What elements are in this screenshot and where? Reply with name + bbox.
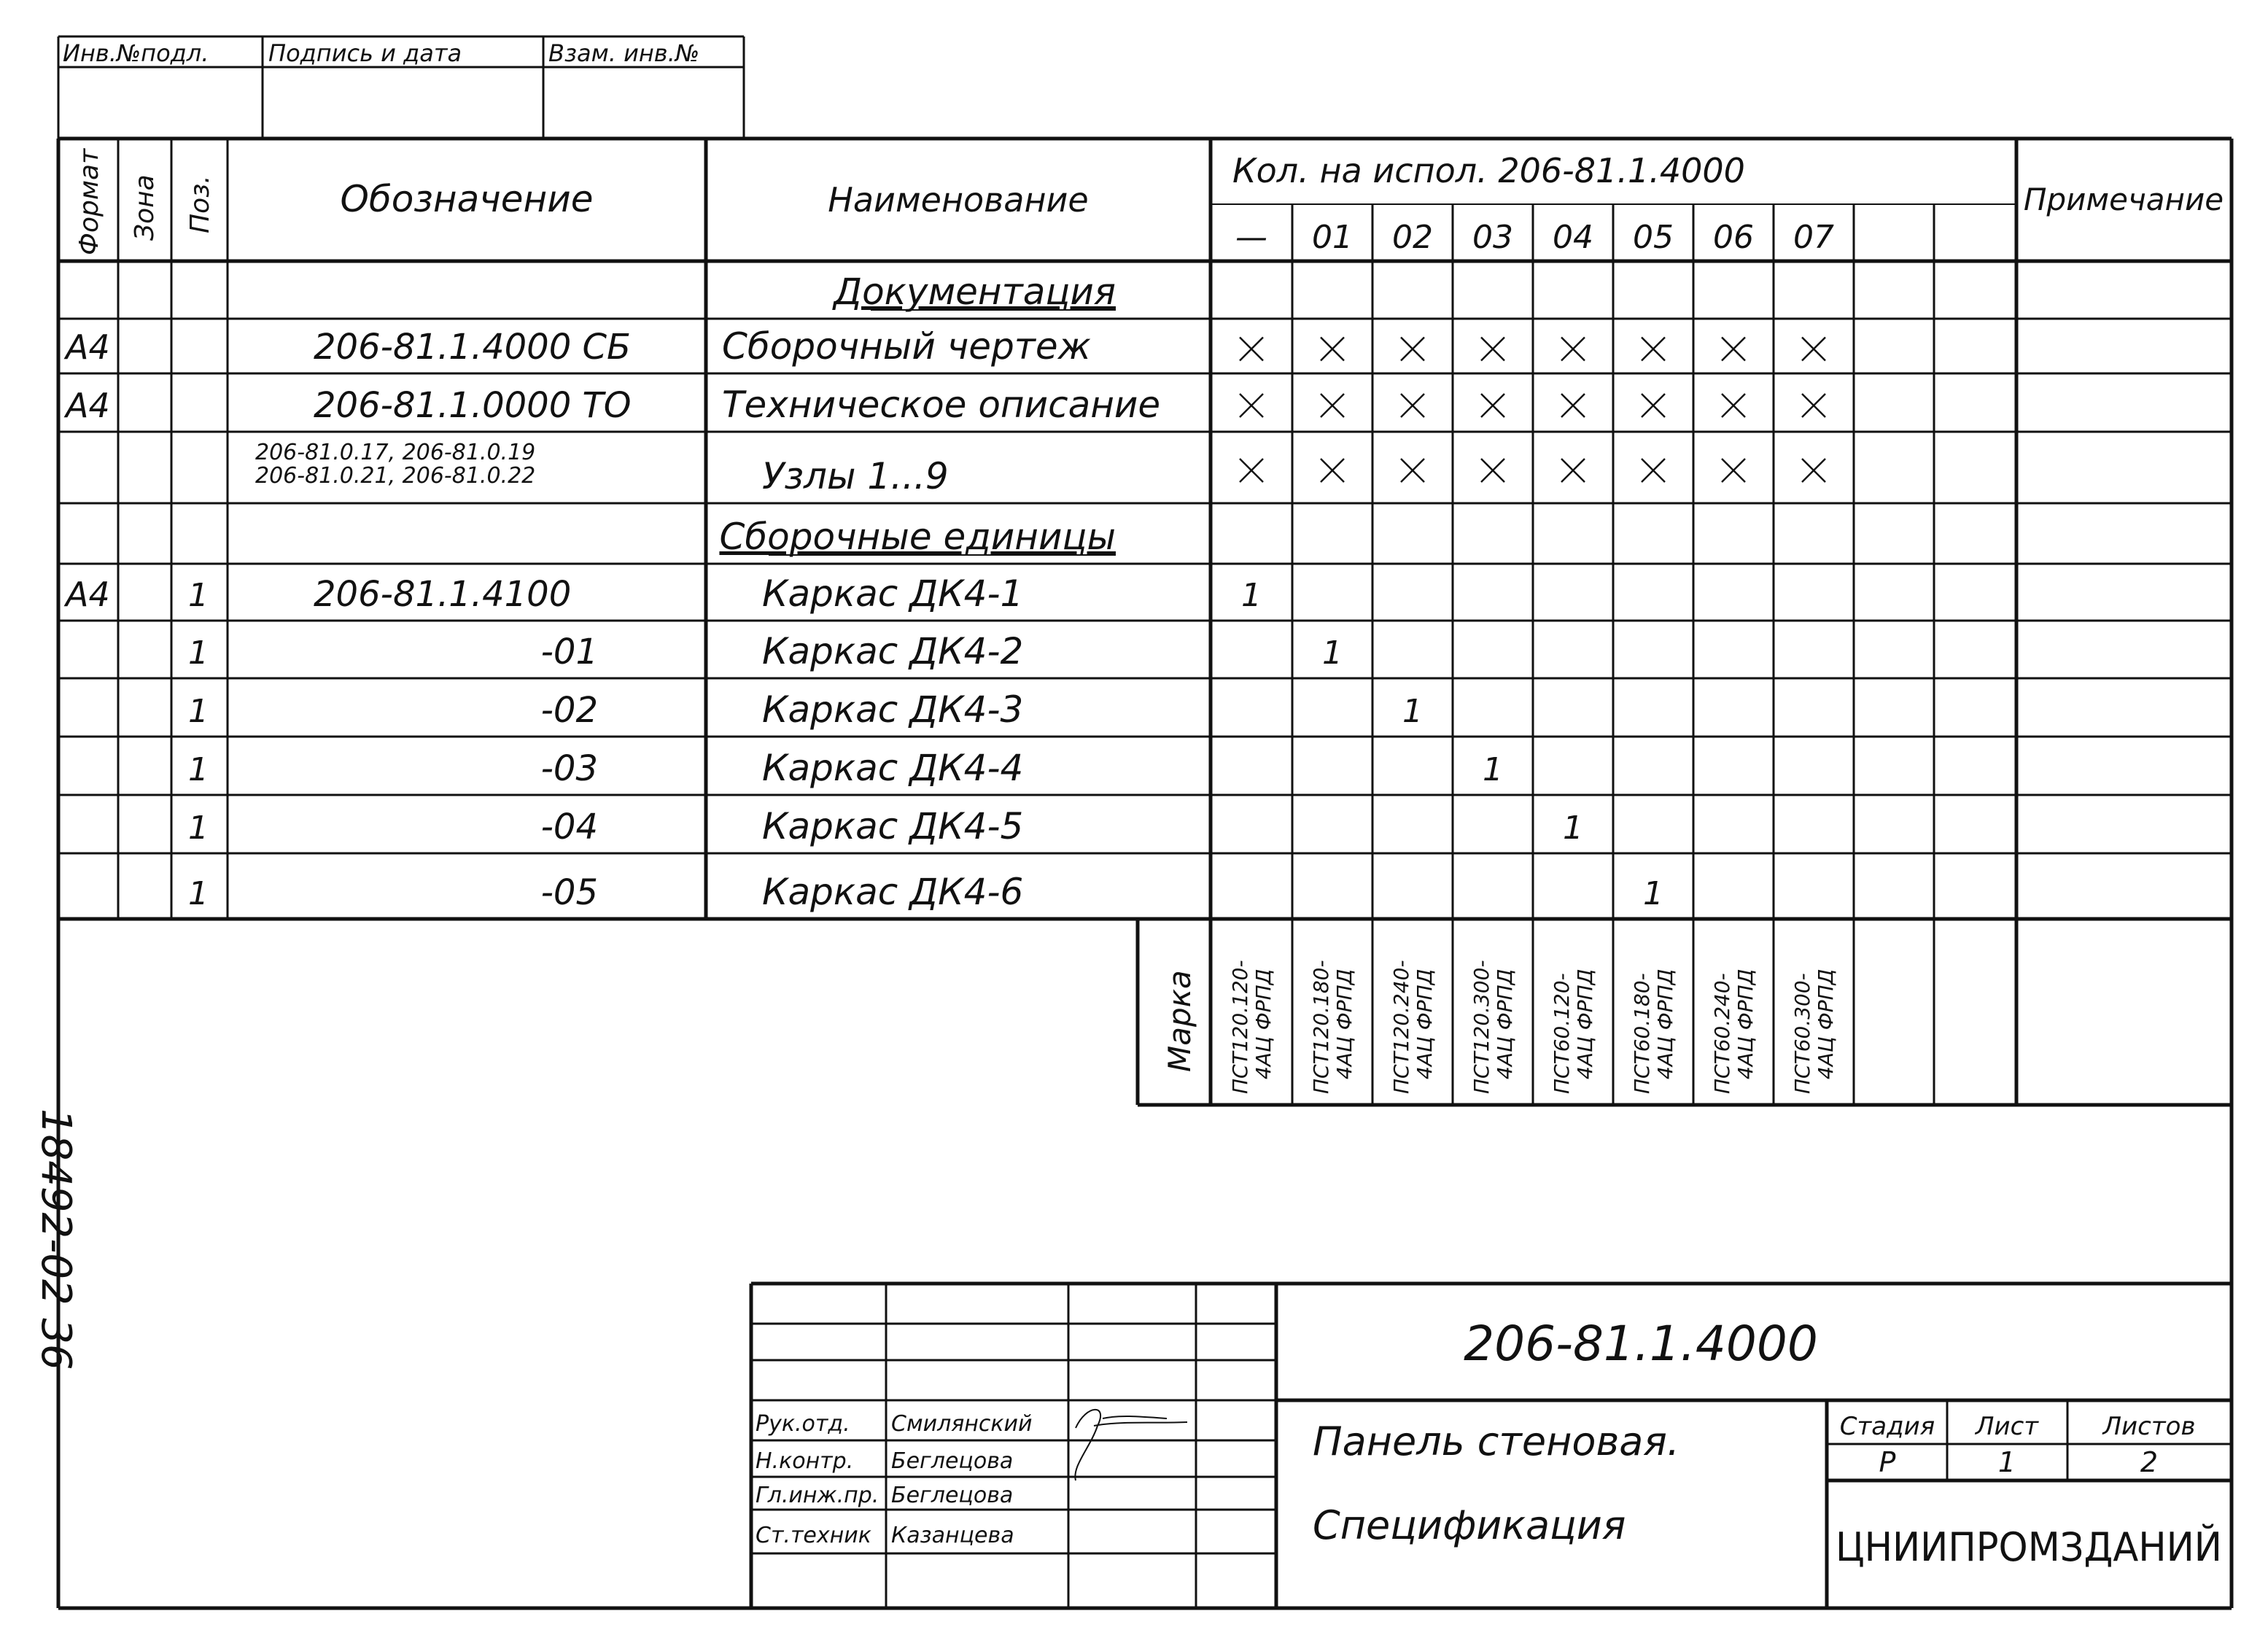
header-designation: Обозначение <box>340 178 594 220</box>
side-registration-number: 18492-02 36 <box>32 1109 79 1370</box>
marka-value-line1: ПСТ120.180- <box>1309 960 1333 1094</box>
table-row <box>188 688 1423 731</box>
marka-value-line2: 4АЦ ФРПД <box>1413 969 1437 1079</box>
document-title-line2: Спецификация <box>1313 1502 1626 1548</box>
qty-mark-x-text: × <box>1573 470 1574 471</box>
cell-format: А4 <box>66 327 110 367</box>
cell-format: А4 <box>66 386 110 425</box>
qty-mark-x <box>1401 338 1424 361</box>
qty-mark-x <box>1481 338 1504 361</box>
signature-name-4: Казанцева <box>891 1523 1014 1548</box>
qty-variant-header-2: 02 <box>1392 219 1433 256</box>
marka-value-line2: 4АЦ ФРПД <box>1251 969 1275 1079</box>
cell-pos: 1 <box>188 875 209 912</box>
qty-value: 1 <box>1563 810 1583 847</box>
marka-value-line1: ПСТ60.240- <box>1710 973 1734 1094</box>
qty-variant-header-0: — <box>1235 219 1267 256</box>
stamp-header-sign: Подпись и дата <box>268 39 462 67</box>
document-title-line1: Панель стеновая. <box>1313 1418 1680 1464</box>
title-block <box>751 1284 2232 1608</box>
marka-label: Марка <box>1162 970 1197 1072</box>
cell-name: Каркас ДК4-3 <box>762 688 1024 731</box>
qty-mark-x-text: × <box>1332 470 1333 471</box>
qty-mark-x <box>1240 338 1263 361</box>
qty-mark-x <box>1642 459 1665 482</box>
sheets-label: Листов <box>2102 1412 2196 1441</box>
sheet-value: 1 <box>1997 1446 2016 1478</box>
qty-mark-x <box>1722 394 1745 417</box>
qty-value: 1 <box>1241 577 1262 614</box>
cell-pos: 1 <box>188 810 209 847</box>
section-title: Документация <box>834 271 1116 313</box>
qty-mark-x <box>1642 338 1665 361</box>
header-zone: Зона <box>130 174 160 241</box>
qty-variant-header-4: 04 <box>1553 219 1593 256</box>
stamp-header-inv: Инв.№подл. <box>63 39 209 67</box>
qty-mark-x <box>1561 338 1585 361</box>
cell-name: Каркас ДК4-6 <box>762 871 1024 913</box>
qty-value: 1 <box>1402 693 1423 730</box>
table-row <box>188 747 1503 789</box>
qty-mark-x-text: × <box>1573 349 1574 350</box>
qty-mark-x-text: × <box>1733 405 1734 406</box>
header-name: Наименование <box>828 180 1089 220</box>
header-format: Формат <box>74 148 104 255</box>
signature-role-2: Н.контр. <box>756 1448 854 1474</box>
cell-designation: 206-81.0.17, 206-81.0.19 <box>255 440 536 465</box>
qty-mark-x <box>1240 459 1263 482</box>
qty-value: 1 <box>1483 751 1503 788</box>
qty-mark-x <box>1401 459 1424 482</box>
cell-name: Каркас ДК4-2 <box>762 630 1024 672</box>
cell-designation: 206-81.1.4100 <box>314 574 572 615</box>
sheet-label: Лист <box>1975 1412 2039 1441</box>
qty-mark-x-text: × <box>1251 405 1252 406</box>
cell-designation: -04 <box>540 807 598 847</box>
header-note: Примечание <box>2023 182 2224 217</box>
qty-mark-x <box>1802 394 1825 417</box>
signature-name-2: Беглецова <box>891 1448 1014 1474</box>
qty-mark-x <box>1561 394 1585 417</box>
qty-mark-x <box>1802 338 1825 361</box>
qty-mark-x <box>1722 459 1745 482</box>
stamp-header-replace: Взам. инв.№ <box>548 39 700 67</box>
header-pos: Поз. <box>185 175 215 233</box>
qty-mark-x <box>1401 394 1424 417</box>
cell-designation: 206-81.1.0000 ТО <box>314 385 632 426</box>
table-row <box>63 384 1825 426</box>
cell-designation: -03 <box>540 748 598 789</box>
spec-table-header <box>74 148 2224 256</box>
table-row <box>719 516 1116 558</box>
qty-mark-x <box>1481 459 1504 482</box>
qty-mark-x-text: × <box>1332 349 1333 350</box>
stage-label: Стадия <box>1839 1412 1935 1441</box>
cell-name: Каркас ДК4-4 <box>762 747 1024 789</box>
qty-mark-x <box>1642 394 1665 417</box>
sheets-value: 2 <box>2140 1446 2159 1478</box>
qty-mark-x-text: × <box>1493 470 1494 471</box>
qty-mark-x-text: × <box>1493 349 1494 350</box>
marka-row <box>1162 960 1838 1094</box>
cell-pos: 1 <box>188 751 209 788</box>
cell-format: А4 <box>66 575 110 614</box>
table-row <box>255 440 1825 497</box>
document-code: 206-81.1.4000 <box>1464 1316 1818 1372</box>
header-qty-title: Кол. на испол. 206-81.1.4000 <box>1232 151 1745 190</box>
cell-designation-line2: 206-81.0.21, 206-81.0.22 <box>255 463 536 489</box>
qty-mark-x-text: × <box>1653 470 1654 471</box>
cell-name: Каркас ДК4-5 <box>762 805 1024 847</box>
spec-table-grid <box>58 139 2232 1105</box>
cell-designation: -05 <box>540 872 598 913</box>
qty-variant-header-1: 01 <box>1312 219 1353 256</box>
marka-value-line1: ПСТ120.240- <box>1389 960 1413 1094</box>
qty-mark-x <box>1722 338 1745 361</box>
table-row <box>832 271 1116 313</box>
cell-designation: -02 <box>540 690 598 731</box>
marka-value-line2: 4АЦ ФРПД <box>1493 969 1517 1079</box>
qty-mark-x <box>1240 394 1263 417</box>
cell-pos: 1 <box>188 634 209 672</box>
signature-name-3: Беглецова <box>891 1483 1014 1508</box>
qty-mark-x-text: × <box>1653 349 1654 350</box>
qty-variant-headers <box>1235 219 1834 256</box>
marka-value-line2: 4АЦ ФРПД <box>1733 969 1758 1079</box>
qty-variant-header-5: 05 <box>1633 219 1674 256</box>
qty-mark-x-text: × <box>1251 470 1252 471</box>
signature-role-1: Рук.отд. <box>756 1411 850 1437</box>
marka-value-line1: ПСТ60.180- <box>1630 973 1654 1094</box>
qty-value: 1 <box>1322 634 1343 672</box>
marka-value-line1: ПСТ60.120- <box>1550 973 1574 1094</box>
qty-mark-x <box>1802 459 1825 482</box>
archive-stamp <box>58 36 744 139</box>
table-row <box>188 630 1343 672</box>
qty-mark-x-text: × <box>1573 405 1574 406</box>
qty-mark-x-text: × <box>1733 349 1734 350</box>
qty-mark-x <box>1561 459 1585 482</box>
spec-table-rows <box>63 271 1825 913</box>
qty-mark-x-text: × <box>1332 405 1333 406</box>
marka-value-line1: ПСТ60.300- <box>1790 973 1814 1094</box>
marka-value-line1: ПСТ120.120- <box>1228 960 1252 1094</box>
table-row <box>188 871 1663 913</box>
qty-mark-x-text: × <box>1493 405 1494 406</box>
marka-value-line2: 4АЦ ФРПД <box>1653 969 1677 1079</box>
signature-role-3: Гл.инж.пр. <box>756 1483 879 1508</box>
cell-designation: 206-81.1.4000 СБ <box>314 327 631 368</box>
qty-mark-x-text: × <box>1733 470 1734 471</box>
cell-pos: 1 <box>188 577 209 614</box>
table-row <box>188 805 1583 847</box>
signature-role-4: Ст.техник <box>756 1523 871 1548</box>
cell-name: Сборочный чертеж <box>722 325 1091 368</box>
qty-mark-x <box>1321 459 1344 482</box>
qty-mark-x <box>1481 394 1504 417</box>
handwritten-signature <box>1075 1410 1187 1480</box>
qty-mark-x-text: × <box>1653 405 1654 406</box>
cell-designation: -01 <box>540 632 598 672</box>
cell-name: Техническое описание <box>722 384 1161 426</box>
qty-mark-x <box>1321 338 1344 361</box>
section-title: Сборочные единицы <box>719 516 1116 558</box>
cell-name: Узлы 1...9 <box>762 455 949 497</box>
marka-value-line2: 4АЦ ФРПД <box>1814 969 1838 1079</box>
stage-value: Р <box>1879 1446 1896 1478</box>
qty-mark-x-text: × <box>1251 349 1252 350</box>
qty-variant-header-6: 06 <box>1713 219 1754 256</box>
qty-mark-x <box>1321 394 1344 417</box>
qty-variant-header-3: 03 <box>1472 219 1513 256</box>
table-row <box>63 325 1825 368</box>
signature-name-1: Смилянский <box>891 1411 1033 1437</box>
qty-variant-header-7: 07 <box>1793 219 1834 256</box>
cell-name: Каркас ДК4-1 <box>762 572 1024 615</box>
organization-name: ЦНИИПРОМЗДАНИЙ <box>1836 1524 2222 1570</box>
marka-value-line1: ПСТ120.300- <box>1469 960 1494 1094</box>
cell-pos: 1 <box>188 693 209 730</box>
table-row <box>63 572 1262 615</box>
marka-value-line2: 4АЦ ФРПД <box>1332 969 1356 1079</box>
marka-value-line2: 4АЦ ФРПД <box>1573 969 1597 1079</box>
qty-value: 1 <box>1643 875 1663 912</box>
